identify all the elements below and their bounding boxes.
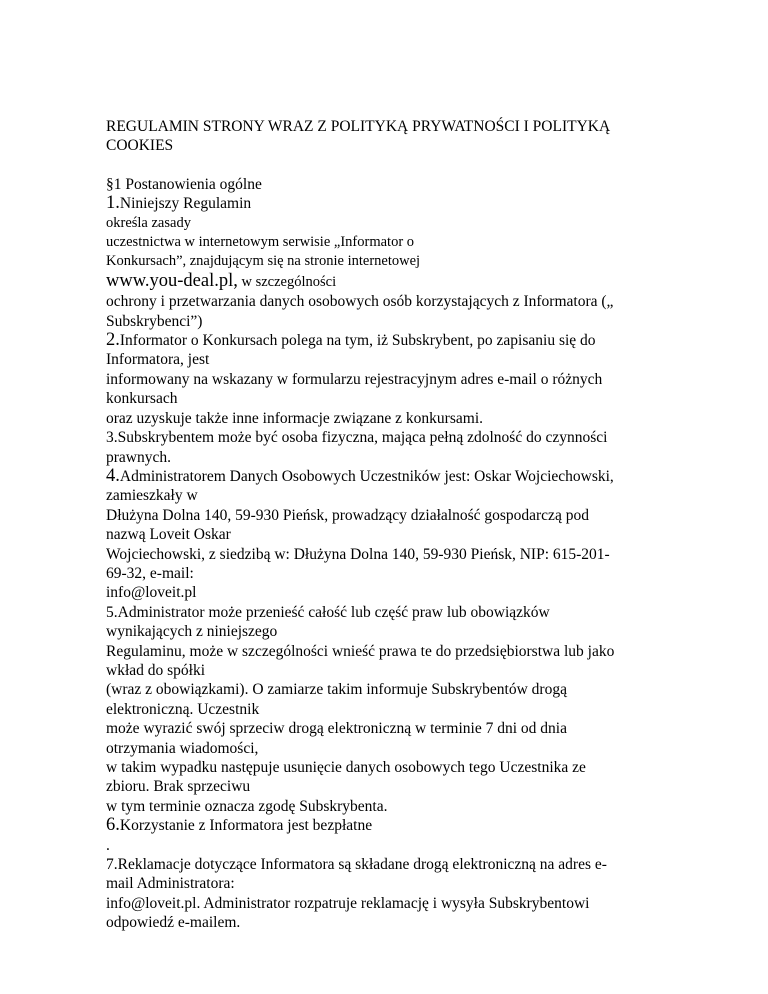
paragraph-number: 1.	[106, 193, 120, 214]
document-page	[106, 117, 676, 933]
email-address: info@loveit.pl	[106, 584, 197, 602]
section-heading: §1 Postanowienia ogólne	[106, 175, 262, 193]
paragraph-6-line: .	[106, 836, 110, 854]
paragraph-3-line: 3.Subskrybentem może być osoba fizyczna, mająca pełną zdolność do czynności	[106, 429, 608, 447]
paragraph-3-line: prawnych.	[106, 448, 171, 466]
paragraph-5-line: Regulaminu, może w szczególności wnieść prawa te do przedsiębiorstwa lub jako	[106, 642, 615, 660]
paragraph-7-line: odpowiedź e-mailem.	[106, 914, 241, 932]
paragraph-1-line: uczestnictwa w internetowym serwisie „Informator o	[106, 234, 415, 251]
paragraph-4-line: zamieszkały w	[106, 487, 198, 505]
paragraph-5-line: wynikających z niniejszego	[106, 623, 278, 641]
paragraph-7-line: mail Administratora:	[106, 875, 235, 893]
paragraph-text: Niniejszy Regulamin	[119, 195, 252, 213]
paragraph-number: 2.	[106, 330, 120, 351]
paragraph-2-line: informowany na wskazany w formularzu rejestracyjnym adres e-mail o różnych	[106, 370, 603, 388]
paragraph-4-line: Wojciechowski, z siedzibą w: Dłużyna Dolna 140, 59-930 Pieńsk, NIP: 615-201-	[106, 545, 610, 563]
paragraph-7-line: info@loveit.pl. Administrator rozpatruje reklamację i wysyła Subskrybentowi	[106, 894, 590, 912]
document-title-line-2: COOKIES	[106, 137, 174, 155]
paragraph-1-line: ochrony i przetwarzania danych osobowych osób korzystających z Informatora („	[106, 293, 614, 311]
paragraph-5-line: w tym terminie oznacza zgodę Subskrybenta.	[106, 797, 388, 815]
paragraph-text: Korzystanie z Informatora jest bezpłatne	[119, 817, 373, 835]
paragraph-number: 4.	[106, 465, 120, 486]
paragraph-2-line: Informatora, jest	[106, 351, 210, 369]
paragraph-4-line: nazwą Loveit Oskar	[106, 526, 231, 544]
paragraph-1-line	[106, 194, 676, 213]
paragraph-1-line: Konkursach”, znajdującym się na stronie internetowej	[106, 253, 421, 270]
paragraph-2-line	[106, 331, 676, 350]
paragraph-4-line: 69-32, e-mail:	[106, 564, 194, 582]
paragraph-5-line: (wraz z obowiązkami). O zamiarze takim informuje Subskrybentów drogą	[106, 681, 567, 699]
paragraph-4-line: Dłużyna Dolna 140, 59-930 Pieńsk, prowadzący działalność gospodarczą pod	[106, 506, 589, 524]
paragraph-5-line: 5.Administrator może przenieść całość lub część praw lub obowiązków	[106, 603, 550, 621]
paragraph-text: Administratorem Danych Osobowych Uczestników jest: Oskar Wojciechowski,	[119, 467, 614, 485]
paragraph-1-line	[106, 272, 676, 292]
paragraph-1-line: określa zasady	[106, 214, 191, 231]
paragraph-5-line: może wyrazić swój sprzeciw drogą elektroniczną w terminie 7 dni od dnia	[106, 720, 567, 738]
paragraph-2-line: oraz uzyskuje także inne informacje związane z konkursami.	[106, 409, 483, 427]
paragraph-text: w szczególności	[237, 273, 337, 290]
paragraph-5-line: w takim wypadku następuje usunięcie danych osobowych tego Uczestnika ze	[106, 759, 586, 776]
paragraph-number: 6.	[106, 815, 120, 836]
paragraph-5-line: zbioru. Brak sprzeciwu	[106, 778, 251, 796]
paragraph-1-line: Subskrybenci”)	[106, 312, 203, 330]
paragraph-7-line: 7.Reklamacje dotyczące Informatora są składane drogą elektroniczną na adres e-	[106, 856, 607, 874]
paragraph-6-line	[106, 816, 676, 835]
paragraph-2-line: konkursach	[106, 390, 178, 408]
paragraph-4-line	[106, 467, 676, 486]
paragraph-text: Informator o Konkursach polega na tym, iż Subskrybent, po zapisaniu się do	[119, 332, 596, 350]
document-title-line-1: REGULAMIN STRONY WRAZ Z POLITYKĄ PRYWATNOŚCI I POLITYKĄ	[106, 118, 611, 135]
spacer	[106, 156, 676, 175]
paragraph-5-line: wkład do spółki	[106, 661, 206, 679]
website-url: www.you-deal.pl,	[106, 270, 238, 291]
paragraph-5-line: otrzymania wiadomości,	[106, 739, 259, 757]
paragraph-5-line: elektroniczną. Uczestnik	[106, 700, 260, 718]
